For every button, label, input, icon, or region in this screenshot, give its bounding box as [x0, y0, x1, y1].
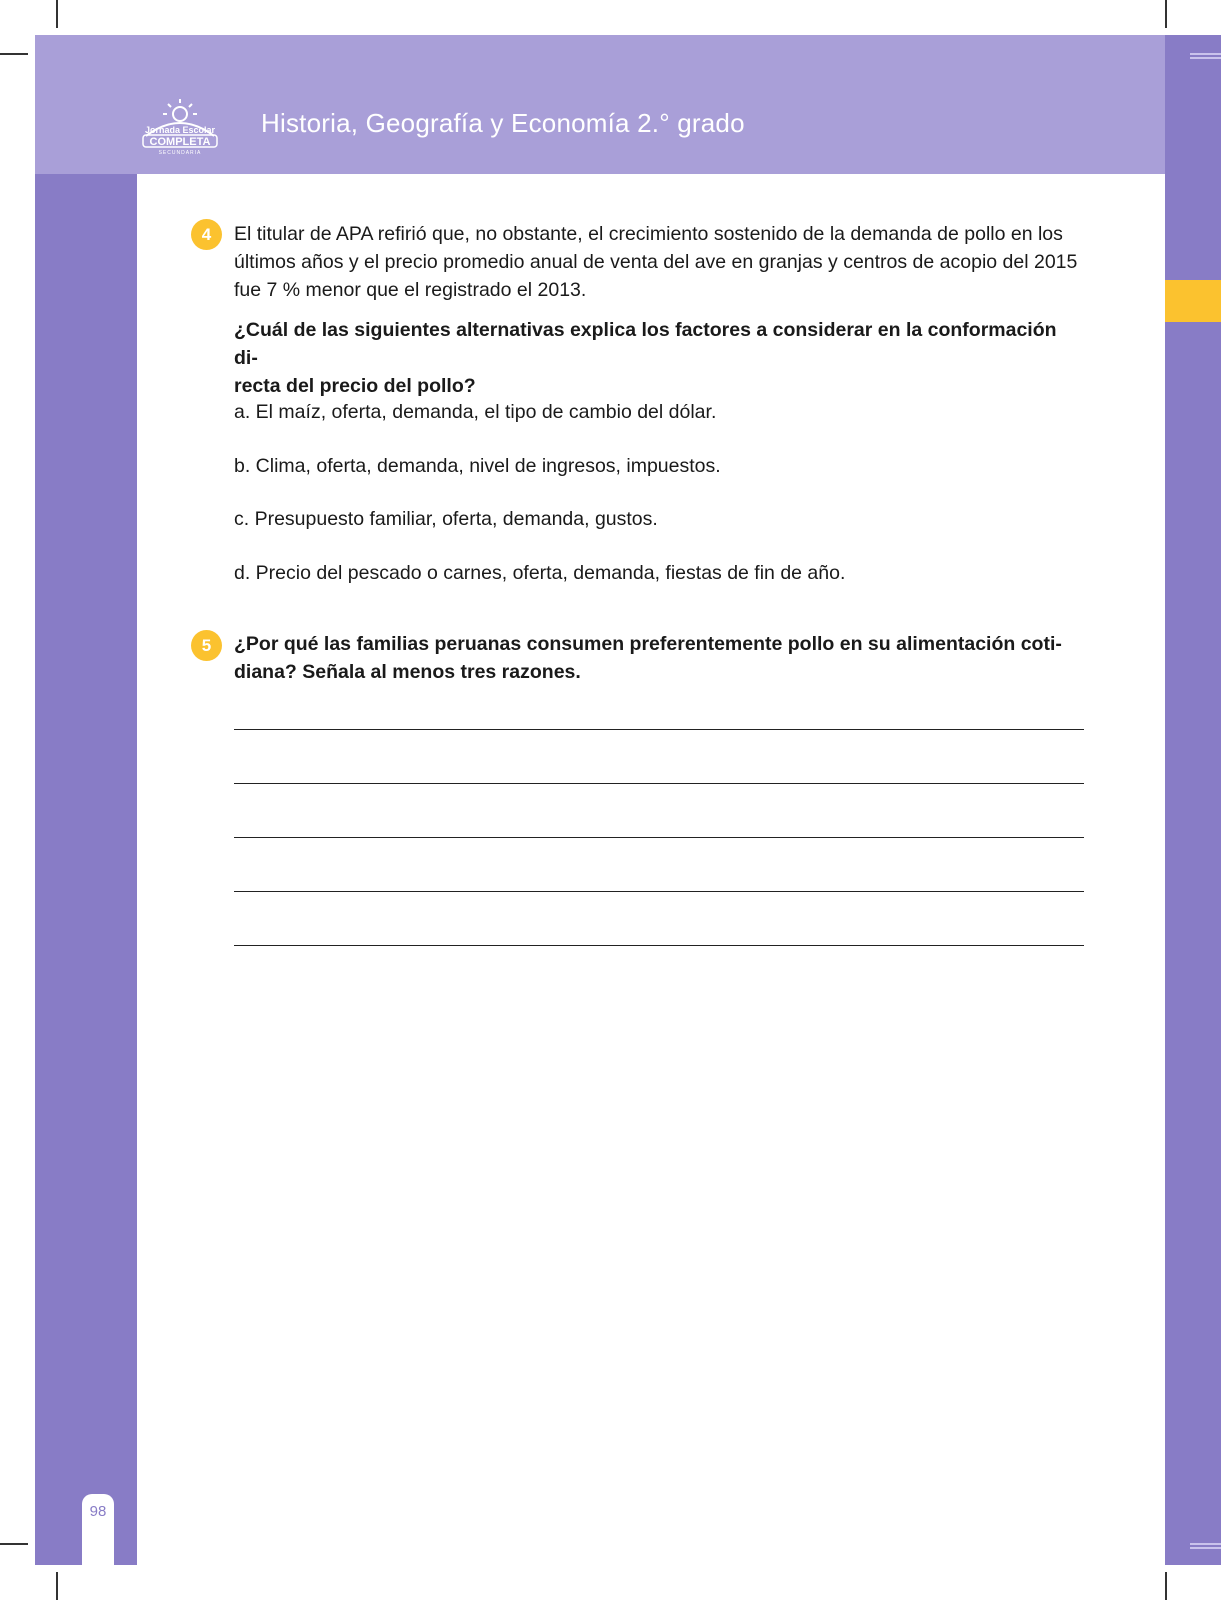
question-4-badge: 4 [191, 219, 222, 250]
left-side-bar [35, 174, 137, 1565]
question-5-badge: 5 [191, 630, 222, 661]
prompt-line: diana? Señala al menos tres razones. [234, 661, 581, 683]
answer-line[interactable] [234, 783, 1084, 784]
crop-mark [56, 0, 58, 28]
right-rule [1190, 1547, 1221, 1549]
context-line: fue 7 % menor que el registrado el 2013. [234, 279, 587, 301]
right-accent-tab [1165, 280, 1221, 322]
prompt-line: ¿Cuál de las siguientes alternativas explica los factores a considerar en la conformación di- [234, 319, 1057, 369]
crop-mark [1165, 1572, 1167, 1600]
logo-line3: SECUNDARIA [158, 150, 202, 156]
answer-line[interactable] [234, 891, 1084, 892]
crop-mark [0, 53, 28, 55]
option-c: c. Presupuesto familiar, oferta, demanda, gustos. [234, 508, 658, 530]
crop-mark [0, 1543, 28, 1545]
crop-mark [1165, 0, 1167, 28]
right-rule [1190, 57, 1221, 59]
page-header-title: Historia, Geografía y Economía 2.° grado [261, 108, 745, 138]
answer-line[interactable] [234, 729, 1084, 730]
question-4-prompt [234, 316, 1084, 400]
jornada-escolar-logo [140, 96, 220, 156]
answer-line[interactable] [234, 945, 1084, 946]
logo-line1: Jornada Escolar [144, 125, 216, 135]
question-5-prompt [234, 630, 1084, 686]
page-number: 98 [89, 1503, 107, 1520]
right-side-bar [1165, 35, 1221, 1565]
option-d: d. Precio del pescado o carnes, oferta, demanda, fiestas de fin de año. [234, 562, 846, 584]
prompt-line: recta del precio del pollo? [234, 375, 476, 397]
context-line: últimos años y el precio promedio anual de venta del ave en granjas y centros de acopio del 2015 [234, 251, 1078, 273]
option-b: b. Clima, oferta, demanda, nivel de ingresos, impuestos. [234, 455, 721, 477]
prompt-line: ¿Por qué las familias peruanas consumen preferentemente pollo en su alimentación coti- [234, 633, 1062, 655]
logo-line2: COMPLETA [149, 136, 211, 148]
right-rule [1190, 1543, 1221, 1545]
option-a: a. El maíz, oferta, demanda, el tipo de cambio del dólar. [234, 401, 717, 423]
right-rule [1190, 53, 1221, 55]
sun-logo-icon [140, 96, 220, 156]
question-4-context [234, 220, 1084, 304]
answer-line[interactable] [234, 837, 1084, 838]
crop-mark [56, 1572, 58, 1600]
context-line: El titular de APA refirió que, no obstante, el crecimiento sostenido de la demanda de pollo en los [234, 223, 1063, 245]
